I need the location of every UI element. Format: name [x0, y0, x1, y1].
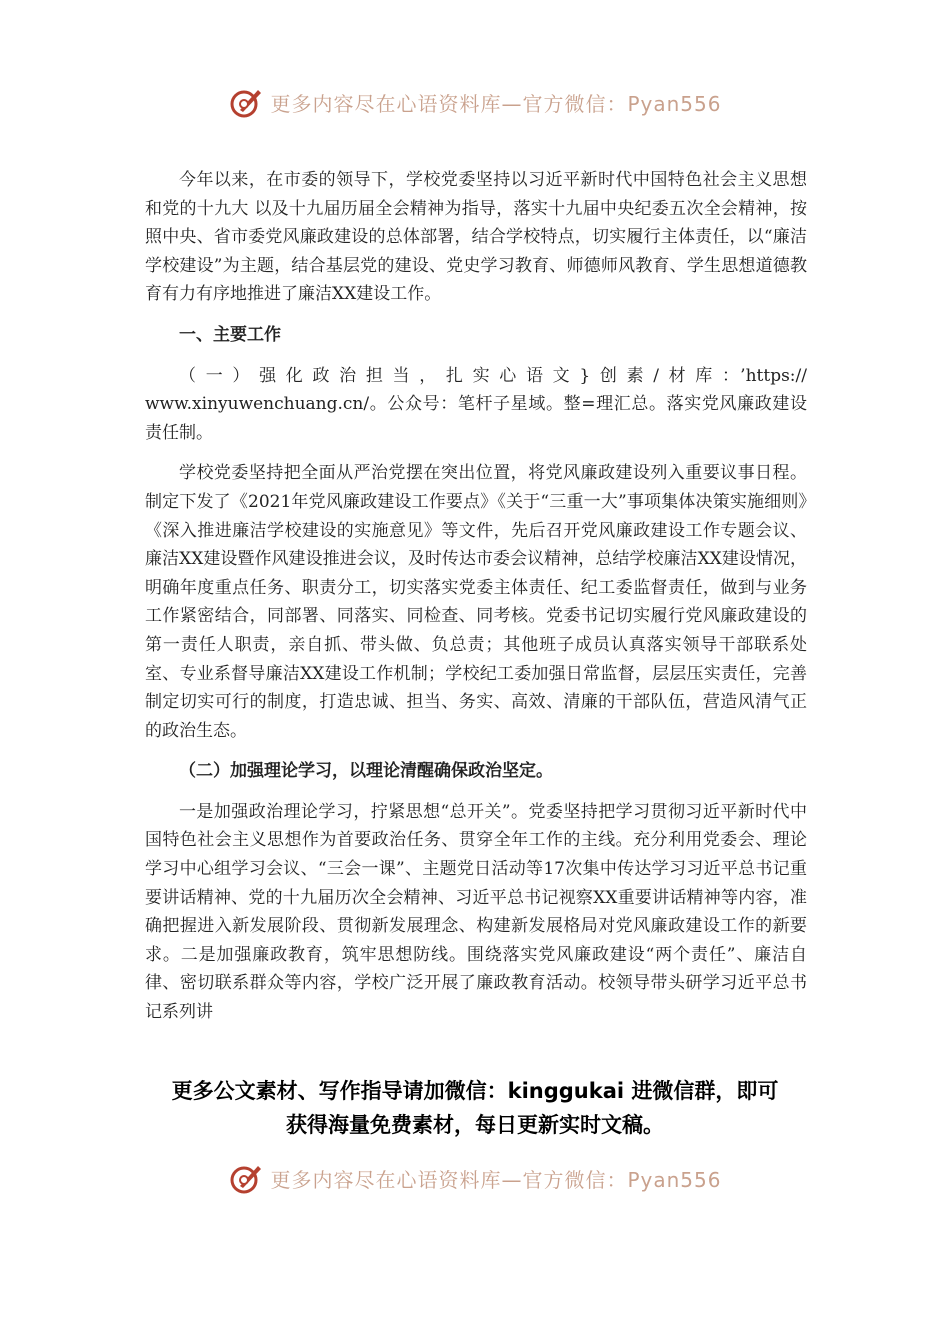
document-body — [145, 166, 807, 1027]
banner-text: 更多内容尽在心语资料库—官方微信：Pyan556 — [270, 1167, 722, 1192]
promo-line-2: 获得海量免费素材，每日更新实时文稿。 — [286, 1113, 664, 1137]
pen-logo-icon — [228, 84, 264, 120]
footer-banner — [0, 1156, 950, 1200]
section-heading: 一、主要工作 — [179, 324, 281, 345]
promo-notice — [130, 1074, 820, 1142]
subsection-heading-1: （一）强化政治担当，扎实心语文}创素/材库：’https:// www.xinyuwenchuang.cn/。公众号：笔杆子星域。整=理汇总。落实党风廉政建设责任制。 — [145, 365, 807, 443]
header-banner — [0, 80, 950, 124]
subsection-heading-2: （二）加强理论学习，以理论清醒确保政治坚定。 — [179, 761, 553, 782]
body-paragraph-1: 学校党委坚持把全面从严治党摆在突出位置，将党风廉政建设列入重要议事日程。制定下发了《2021年党风廉政建设工作要点》《关于“三重一大”事项集体决策实施细则》《深入推进廉洁学校建设的实施意见》等文件，先后召开党风廉政建设工作专题会议、廉洁XX建设暨作风建设推进会议，及时传达市委会议精神，总结学校廉洁XX建设情况，明确年度重点任务、职责分工，切实落实党委主体责任、纪工委监督责任，做到与业务工作紧密结合，同部署、同落实、同检查、同考核。党委书记切实履行党风廉政建设的第一责任人职责，亲自抓、带头做、负总责；其他班子成员认真落实领导干部联系处室、专业系督导廉洁XX建设工作机制；学校纪工委加强日常监督，层层压实责任，完善制定切实可行的制度，打造忠诚、担当、务实、高效、清廉的干部队伍，营造风清气正的政治生态。 — [145, 463, 807, 741]
banner-text: 更多内容尽在心语资料库—官方微信：Pyan556 — [270, 91, 722, 116]
pen-logo-icon — [228, 1160, 264, 1196]
intro-paragraph: 今年以来，在市委的领导下，学校党委坚持以习近平新时代中国特色社会主义思想和党的十九大 以及十九届历届全会精神为指导，落实十九届中央纪委五次全会精神，按照中央、省市委党风廉政建设的总体部署，结合学校特点，切实履行主体责任，以“廉洁学校建设”为主题，结合基层党的建设、党史学习教育、师德师风教育、学生思想道德教育有力有序地推进了廉洁XX建设工作。 — [145, 170, 807, 305]
promo-line-1: 更多公文素材、写作指导请加微信：kinggukai 进微信群，即可 — [171, 1079, 779, 1103]
body-paragraph-2: 一是加强政治理论学习，拧紧思想“总开关”。党委坚持把学习贯彻习近平新时代中国特色社会主义思想作为首要政治任务、贯穿全年工作的主线。充分利用党委会、理论学习中心组学习会议、“三会一课”、主题党日活动等17次集中传达学习习近平总书记重要讲话精神、党的十九届历次全会精神、习近平总书记视察XX重要讲话精神等内容，准确把握进入新发展阶段、贯彻新发展理念、构建新发展格局对党风廉政建设工作的新要求。二是加强廉政教育，筑牢思想防线。围绕落实党风廉政建设“两个责任”、廉洁自律、密切联系群众等内容，学校广泛开展了廉政教育活动。校领导带头研学习近平总书记系列讲 — [145, 801, 807, 1023]
